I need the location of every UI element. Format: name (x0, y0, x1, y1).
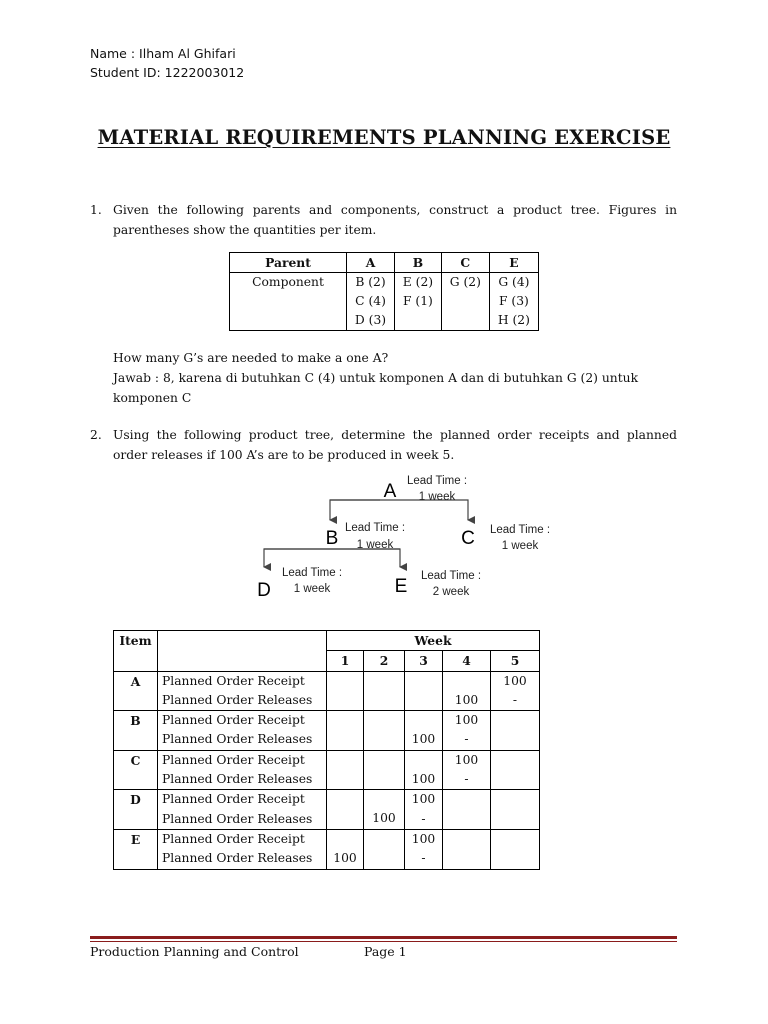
receipt-value (447, 830, 486, 849)
question-1-text: Given the following parents and components, construct a product tree. Figures in parentheses show the quantities per item. (113, 203, 677, 237)
lead-time-c-label: Lead Time : (489, 524, 551, 536)
release-value: 100 (454, 692, 479, 707)
receipt-label: Planned Order Receipt (162, 673, 305, 688)
week-cell (443, 750, 491, 790)
receipt-value (368, 711, 400, 730)
question-1 (90, 201, 677, 240)
week-number: 2 (364, 651, 405, 671)
receipt-label: Planned Order Receipt (162, 831, 305, 846)
receipt-value (368, 790, 400, 809)
week-number: 1 (327, 651, 364, 671)
week-cell (491, 829, 540, 869)
table-header: B (395, 253, 442, 273)
receipt-value (409, 672, 438, 691)
component-entry: H (2) (497, 313, 530, 327)
item-name: C (114, 750, 158, 790)
release-value (409, 691, 438, 710)
release-value: - (421, 851, 426, 866)
question-1-answer: Jawab : 8, karena di butuhkan C (4) untuk komponen A dan di butuhkan G (2) untuk komponen C (113, 371, 639, 405)
receipt-value (331, 672, 359, 691)
release-value: - (421, 811, 426, 826)
tree-edge-b-d (264, 549, 400, 567)
receipt-value (495, 751, 535, 770)
component-entry: F (1) (402, 294, 433, 308)
question-1-prompt (90, 349, 677, 369)
week-cell (405, 750, 443, 790)
question-2 (90, 426, 677, 465)
component-entry: G (2) (449, 275, 481, 289)
lead-time-c-value: 1 week (501, 540, 539, 552)
component-entry: F (3) (498, 294, 529, 308)
node-a: A (383, 481, 397, 502)
receipt-value (495, 790, 535, 809)
question-1-number: 1. (90, 203, 102, 217)
release-value: - (464, 772, 469, 787)
week-header: Week (327, 631, 540, 651)
tree-edge-b-e (264, 549, 400, 567)
week-cell (327, 671, 364, 711)
table-row (114, 829, 540, 869)
release-value: 100 (411, 732, 436, 747)
week-cell (364, 829, 405, 869)
node-e: E (394, 576, 408, 597)
week-cell (443, 829, 491, 869)
week-cell (405, 671, 443, 711)
release-label: Planned Order Releases (162, 811, 313, 826)
release-label: Planned Order Releases (162, 851, 313, 866)
release-value (495, 770, 535, 789)
release-value (331, 770, 359, 789)
page-title: MATERIAL REQUIREMENTS PLANNING EXERCISE (97, 126, 671, 149)
week-cell (327, 790, 364, 830)
receipt-value: 100 (411, 831, 436, 846)
footer-divider-thin (90, 941, 677, 942)
week-cell (405, 711, 443, 751)
receipt-value (409, 751, 438, 770)
receipt-value (331, 790, 359, 809)
release-label: Planned Order Releases (162, 692, 313, 707)
table-row (230, 273, 539, 331)
component-entry: C (4) (355, 294, 386, 308)
component-entry: D (3) (354, 313, 387, 327)
release-value (368, 730, 400, 749)
component-cell (441, 273, 489, 331)
release-value: - (464, 732, 469, 747)
release-value: - (512, 692, 518, 707)
receipt-value: 100 (454, 713, 479, 728)
receipt-value (331, 711, 359, 730)
lead-time-d-value: 1 week (293, 583, 331, 595)
row-labels (158, 750, 327, 790)
item-name: A (114, 671, 158, 711)
item-name: D (114, 790, 158, 830)
week-cell (491, 711, 540, 751)
release-label: Planned Order Releases (162, 772, 313, 787)
week-cell (327, 750, 364, 790)
receipt-label: Planned Order Receipt (162, 792, 305, 807)
release-value (447, 849, 486, 868)
question-2-text: Using the following product tree, determine the planned order receipts and planned order releases if 100 A’s are to be produced in week 5. (113, 428, 677, 462)
table-header: C (441, 253, 489, 273)
student-name: Name : Ilham Al Ghifari (90, 46, 236, 61)
label-header (158, 631, 327, 672)
week-cell (364, 671, 405, 711)
receipt-value (447, 790, 486, 809)
release-value (331, 691, 359, 710)
week-cell (364, 711, 405, 751)
receipt-value (409, 711, 438, 730)
receipt-value: 100 (503, 673, 527, 688)
week-cell (327, 829, 364, 869)
tree-edge-a-c (330, 500, 468, 520)
table-row (114, 671, 540, 711)
receipt-label: Planned Order Receipt (162, 713, 305, 728)
week-cell (364, 790, 405, 830)
week-number: 5 (491, 651, 540, 671)
release-value (331, 730, 359, 749)
lead-time-a-label: Lead Time : (406, 475, 468, 487)
component-entry: G (4) (498, 275, 530, 289)
item-header: Item (114, 631, 158, 672)
release-value (495, 809, 535, 828)
row-labels (158, 790, 327, 830)
receipt-value (368, 751, 400, 770)
row-labels (158, 671, 327, 711)
receipt-value (368, 830, 400, 849)
release-value: 100 (333, 850, 357, 865)
week-cell (364, 750, 405, 790)
week-cell (327, 711, 364, 751)
lead-time-e-value: 2 week (432, 586, 470, 598)
product-tree-diagram (240, 468, 570, 608)
release-value (495, 849, 535, 868)
release-value (368, 691, 400, 710)
lead-time-a-value: 1 week (418, 491, 456, 503)
question-2-number: 2. (90, 428, 102, 442)
table-row (114, 790, 540, 830)
week-cell (491, 671, 540, 711)
week-number: 3 (405, 651, 443, 671)
row-labels (158, 829, 327, 869)
component-entry: B (2) (355, 275, 386, 289)
release-value (447, 809, 486, 828)
node-d: D (257, 580, 271, 601)
student-id: Student ID: 1222003012 (90, 65, 245, 80)
release-label: Planned Order Releases (162, 732, 313, 747)
footer-course: Production Planning and Control (90, 944, 299, 959)
release-value: 100 (372, 811, 396, 826)
week-cell (405, 829, 443, 869)
week-number: 4 (443, 651, 491, 671)
item-name: E (114, 829, 158, 869)
table-row (114, 750, 540, 790)
table-header: E (489, 253, 538, 273)
release-value (331, 809, 359, 828)
release-value: 100 (411, 771, 436, 786)
release-value (368, 849, 400, 868)
question-1-answer-block (90, 369, 677, 408)
item-name: B (114, 711, 158, 751)
tree-edge-a-b (330, 500, 380, 520)
table-header: Parent (230, 253, 347, 273)
release-value (495, 730, 535, 749)
mrp-table (113, 630, 540, 870)
component-cell (347, 273, 395, 331)
question-1-question: How many G’s are needed to make a one A? (113, 351, 389, 365)
week-cell (443, 790, 491, 830)
week-cell (443, 711, 491, 751)
lead-time-b-value: 1 week (356, 539, 394, 551)
release-value (368, 770, 400, 789)
week-cell (491, 750, 540, 790)
week-cell (443, 671, 491, 711)
week-cell (491, 790, 540, 830)
receipt-value: 100 (411, 792, 436, 807)
receipt-value (495, 830, 535, 849)
receipt-value (368, 672, 400, 691)
receipt-value (447, 672, 486, 691)
table-header: A (347, 253, 395, 273)
node-c: C (461, 528, 475, 549)
receipt-value (331, 751, 359, 770)
mrp-header-row (114, 631, 540, 651)
table-row (114, 711, 540, 751)
component-cell (489, 273, 538, 331)
lead-time-e-label: Lead Time : (420, 570, 482, 582)
receipt-label: Planned Order Receipt (162, 752, 305, 767)
row-label: Component (230, 273, 347, 331)
lead-time-d-label: Lead Time : (281, 567, 343, 579)
component-entry: E (2) (402, 275, 434, 289)
table-header-row (230, 253, 539, 273)
receipt-value (331, 830, 359, 849)
week-cell (405, 790, 443, 830)
receipt-value: 100 (454, 752, 479, 767)
node-b: B (325, 528, 339, 549)
footer-divider (90, 936, 677, 939)
row-labels (158, 711, 327, 751)
component-cell (395, 273, 442, 331)
receipt-value (495, 711, 535, 730)
parent-component-table (229, 252, 539, 331)
lead-time-b-label: Lead Time : (344, 522, 406, 534)
footer-page-number: Page 1 (364, 944, 407, 959)
